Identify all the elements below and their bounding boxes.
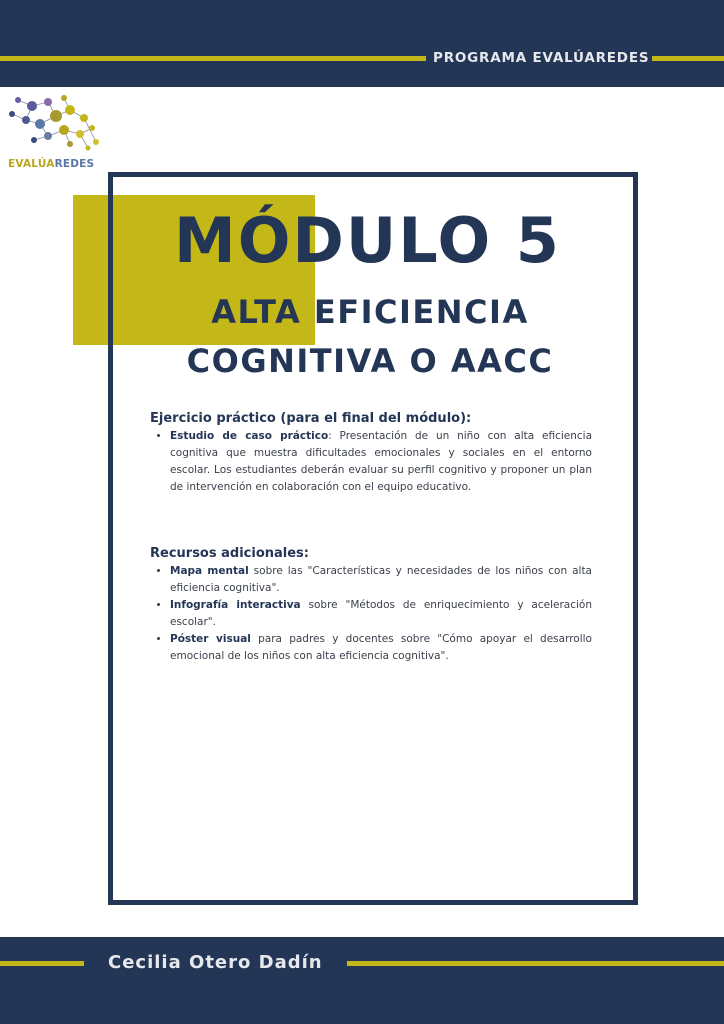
- header-accent-line-right: [652, 56, 724, 61]
- footer-band: [0, 937, 724, 1024]
- author-name: Cecilia Otero Dadín: [108, 952, 323, 973]
- footer-accent-line-left: [0, 961, 84, 966]
- content-frame: [108, 172, 638, 905]
- list-item-bold: Estudio de caso práctico: [170, 430, 329, 442]
- practical-exercise-heading: Ejercicio práctico (para el final del módulo):: [150, 411, 472, 426]
- subtitle-line-2: COGNITIVA O AACC: [186, 342, 554, 380]
- header-band: [0, 0, 724, 87]
- module-title: MÓDULO 5: [174, 204, 561, 277]
- list-item: [170, 428, 592, 496]
- resources-section: [150, 546, 592, 665]
- subtitle-line-1: ALTA EFICIENCIA: [211, 293, 529, 331]
- list-item-text: sobre "Métodos de enriquecimiento y aceleración escolar".: [170, 599, 593, 628]
- module-subtitle: [150, 288, 590, 386]
- list-item: [170, 631, 592, 665]
- logo-wordmark: [8, 158, 94, 170]
- practical-exercise-list: [150, 428, 592, 496]
- list-item: [170, 563, 592, 597]
- program-label: PROGRAMA EVALÚAREDES: [433, 50, 650, 66]
- footer-accent-line-right: [347, 961, 724, 966]
- list-item-text: : Presentación de un niño con alta eficiencia cognitiva que muestra dificultades emocionales y sociales en el entorno escolar. Los estudiantes deberán evaluar su perfil cognitivo y proponer un plan de intervención en colaboración con el equipo educativo.: [170, 430, 593, 493]
- list-item: [170, 597, 592, 631]
- resources-heading: Recursos adicionales:: [150, 546, 309, 561]
- practical-exercise-section: [150, 411, 592, 496]
- list-item-text: sobre las "Características y necesidades de los niños con alta eficiencia cognitiva".: [170, 565, 592, 594]
- logo-wordmark-part2: REDES: [54, 158, 95, 170]
- list-item-bold: Póster visual: [170, 633, 251, 645]
- list-item-bold: Infografía interactiva: [170, 599, 301, 611]
- list-item-text: para padres y docentes sobre "Cómo apoyar el desarrollo emocional de los niños con alta eficiencia cognitiva".: [170, 633, 592, 662]
- list-item-bold: Mapa mental: [170, 565, 249, 577]
- logo-wordmark-part1: EVALÚA: [8, 158, 55, 170]
- resources-list: [150, 563, 592, 665]
- header-accent-line-left: [0, 56, 426, 61]
